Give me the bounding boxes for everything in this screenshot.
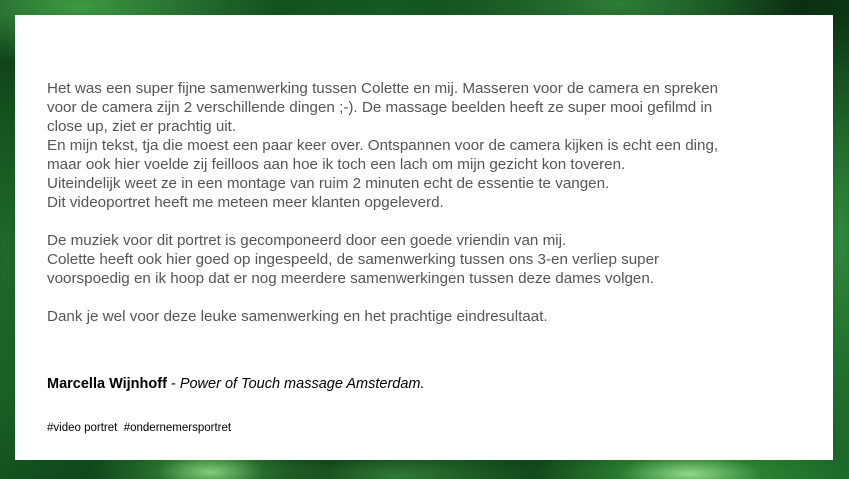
signature-role: Power of Touch massage Amsterdam. — [179, 376, 425, 392]
paragraph-spacer — [47, 212, 807, 231]
paragraph-spacer — [47, 288, 807, 307]
paragraph-2-line-2: Colette heeft ook hier goed op ingespeeld, de samenwerking tussen ons 3-en verliep super — [47, 251, 660, 268]
testimonial-card — [15, 15, 833, 460]
signature-name: Marcella Wijnhoff — [47, 376, 167, 392]
paragraph-1-line-4: En mijn tekst, tja die moest een paar keer over. Ontspannen voor de camera kijken is echt een ding, — [47, 137, 719, 154]
signature-separator: - — [166, 376, 180, 392]
hashtags: #video portret #ondernemersportret — [47, 422, 232, 434]
signature — [47, 376, 425, 392]
paragraph-1-line-5: maar ook hier voelde zij feilloos aan hoe ik toch een lach om mijn gezicht kon toveren. — [47, 156, 626, 173]
paragraph-1-line-1: Het was een super fijne samenwerking tussen Colette en mij. Masseren voor de camera en spreken — [47, 80, 719, 97]
paragraph-3-line-1: Dank je wel voor deze leuke samenwerking en het prachtige eindresultaat. — [47, 308, 548, 325]
paragraph-1-line-6: Uiteindelijk weet ze in een montage van ruim 2 minuten echt de essentie te vangen. — [47, 175, 610, 192]
paragraph-2-line-1: De muziek voor dit portret is gecomponeerd door een goede vriendin van mij. — [47, 232, 567, 249]
paragraph-2-line-3: voorspoedig en ik hoop dat er nog meerdere samenwerkingen tussen deze dames volgen. — [47, 270, 655, 287]
paragraph-1-line-2: voor de camera zijn 2 verschillende dingen ;-). De massage beelden heeft ze super mooi gefilmd in — [47, 99, 713, 116]
paragraph-1-line-7: Dit videoportret heeft me meteen meer klanten opgeleverd. — [47, 194, 444, 211]
paragraph-1-line-3: close up, ziet er prachtig uit. — [47, 118, 237, 135]
testimonial-body — [47, 79, 807, 326]
